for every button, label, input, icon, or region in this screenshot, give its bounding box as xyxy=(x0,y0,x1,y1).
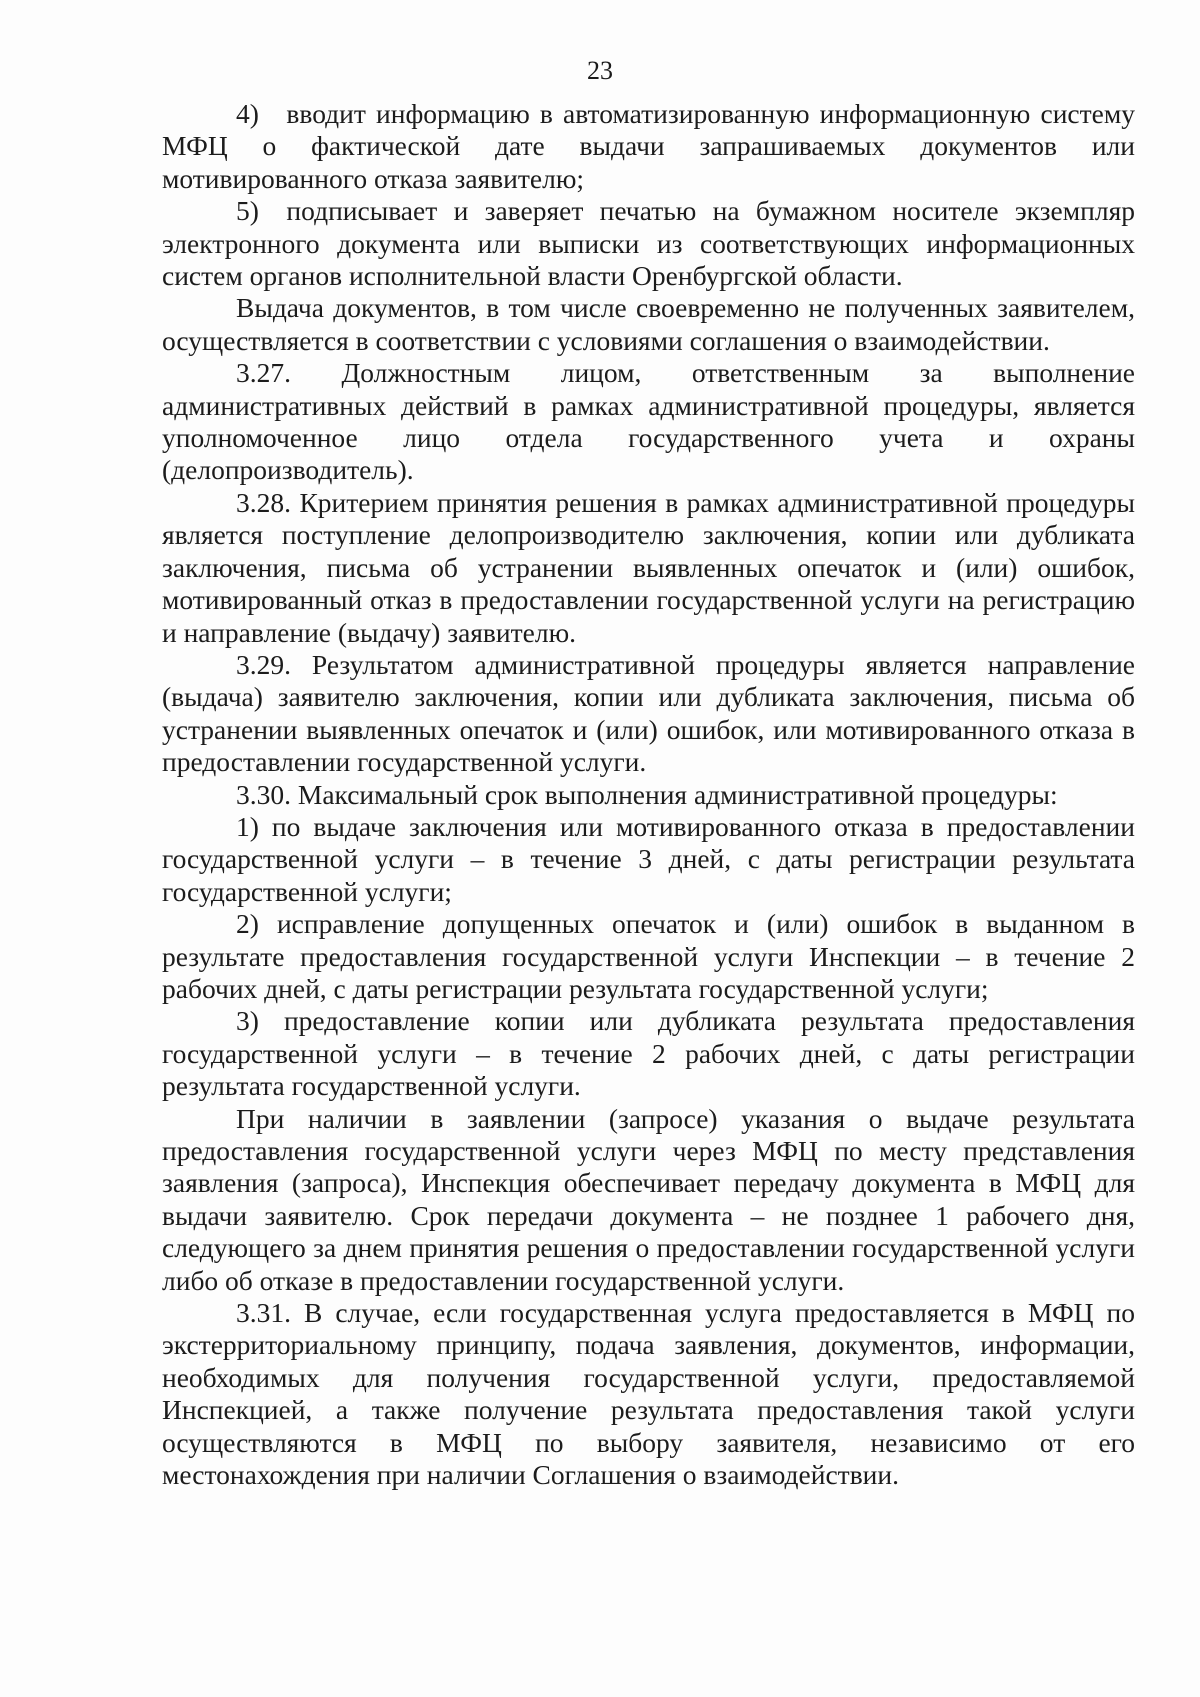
document-body xyxy=(162,98,1135,1491)
paragraph-item-5: 5) подписывает и заверяет печатью на бумажном носителе экземпляр электронного документа или выписки из соответствующих информационных систем органов исполнительной власти Оренбургской области. xyxy=(162,195,1135,292)
paragraph-3-31: 3.31. В случае, если государственная услуга предоставляется в МФЦ по экстерриториальному принципу, подача заявления, документов, информации, необходимых для получения государственной услуги, предоставляемой Инспекцией, а также получение результата предоставления такой услуги осуществляются в МФЦ по выбору заявителя, независимо от его местонахождения при наличии Соглашения о взаимодействии. xyxy=(162,1297,1135,1491)
paragraph-3-28: 3.28. Критерием принятия решения в рамках административной процедуры является поступление делопроизводителю заключения, копии или дубликата заключения, письма об устранении выявленных опечаток и (или) ошибок, мотивированный отказ в предоставлении государственной услуги на регистрацию и направление (выдачу) заявителю. xyxy=(162,486,1135,648)
paragraph-item-4: 4) вводит информацию в автоматизированную информационную систему МФЦ о фактической дате выдачи запрашиваемых документов или мотивированного отказа заявителю; xyxy=(162,98,1135,194)
paragraph-3-30: 3.30. Максимальный срок выполнения административной процедуры: xyxy=(236,778,1058,810)
paragraph-3-30-item-1: 1) по выдаче заключения или мотивированного отказа в предоставлении государственной услуги – в течение 3 дней, с даты регистрации результата государственной услуги; xyxy=(162,810,1135,907)
paragraph-mfc-transfer: При наличии в заявлении (запросе) указания о выдаче результата предоставления государственной услуги через МФЦ по месту представления заявления (запроса), Инспекция обеспечивает передачу документа в МФЦ для выдачи заявителю. Срок передачи документа – не позднее 1 рабочего дня, следующего за днем принятия решения о предоставлении государственной услуги либо об отказе в предоставлении государственной услуги. xyxy=(162,1102,1135,1296)
paragraph-issuance: Выдача документов, в том числе своевременно не полученных заявителем, осуществляется в соответствии с условиями соглашения о взаимодействии. xyxy=(162,292,1135,356)
paragraph-3-30-item-2: 2) исправление допущенных опечаток и (или) ошибок в выданном в результате предоставления государственной услуги Инспекции – в течение 2 рабочих дней, с даты регистрации результата государственной услуги; xyxy=(162,908,1135,1004)
paragraph-3-27: 3.27. Должностным лицом, ответственным за выполнение административных действий в рамках административной процедуры, является уполномоченное лицо отдела государственного учета и охраны (делопроизводитель). xyxy=(162,357,1135,486)
paragraph-3-29: 3.29. Результатом административной процедуры является направление (выдача) заявителю заключения, копии или дубликата заключения, письма об устранении выявленных опечаток и (или) ошибок, или мотивированного отказа в предоставлении государственной услуги. xyxy=(162,648,1135,778)
paragraph-3-30-item-3: 3) предоставление копии или дубликата результата предоставления государственной услуги – в течение 2 рабочих дней, с даты регистрации результата государственной услуги. xyxy=(162,1005,1135,1102)
page-number: 23 xyxy=(587,56,613,85)
